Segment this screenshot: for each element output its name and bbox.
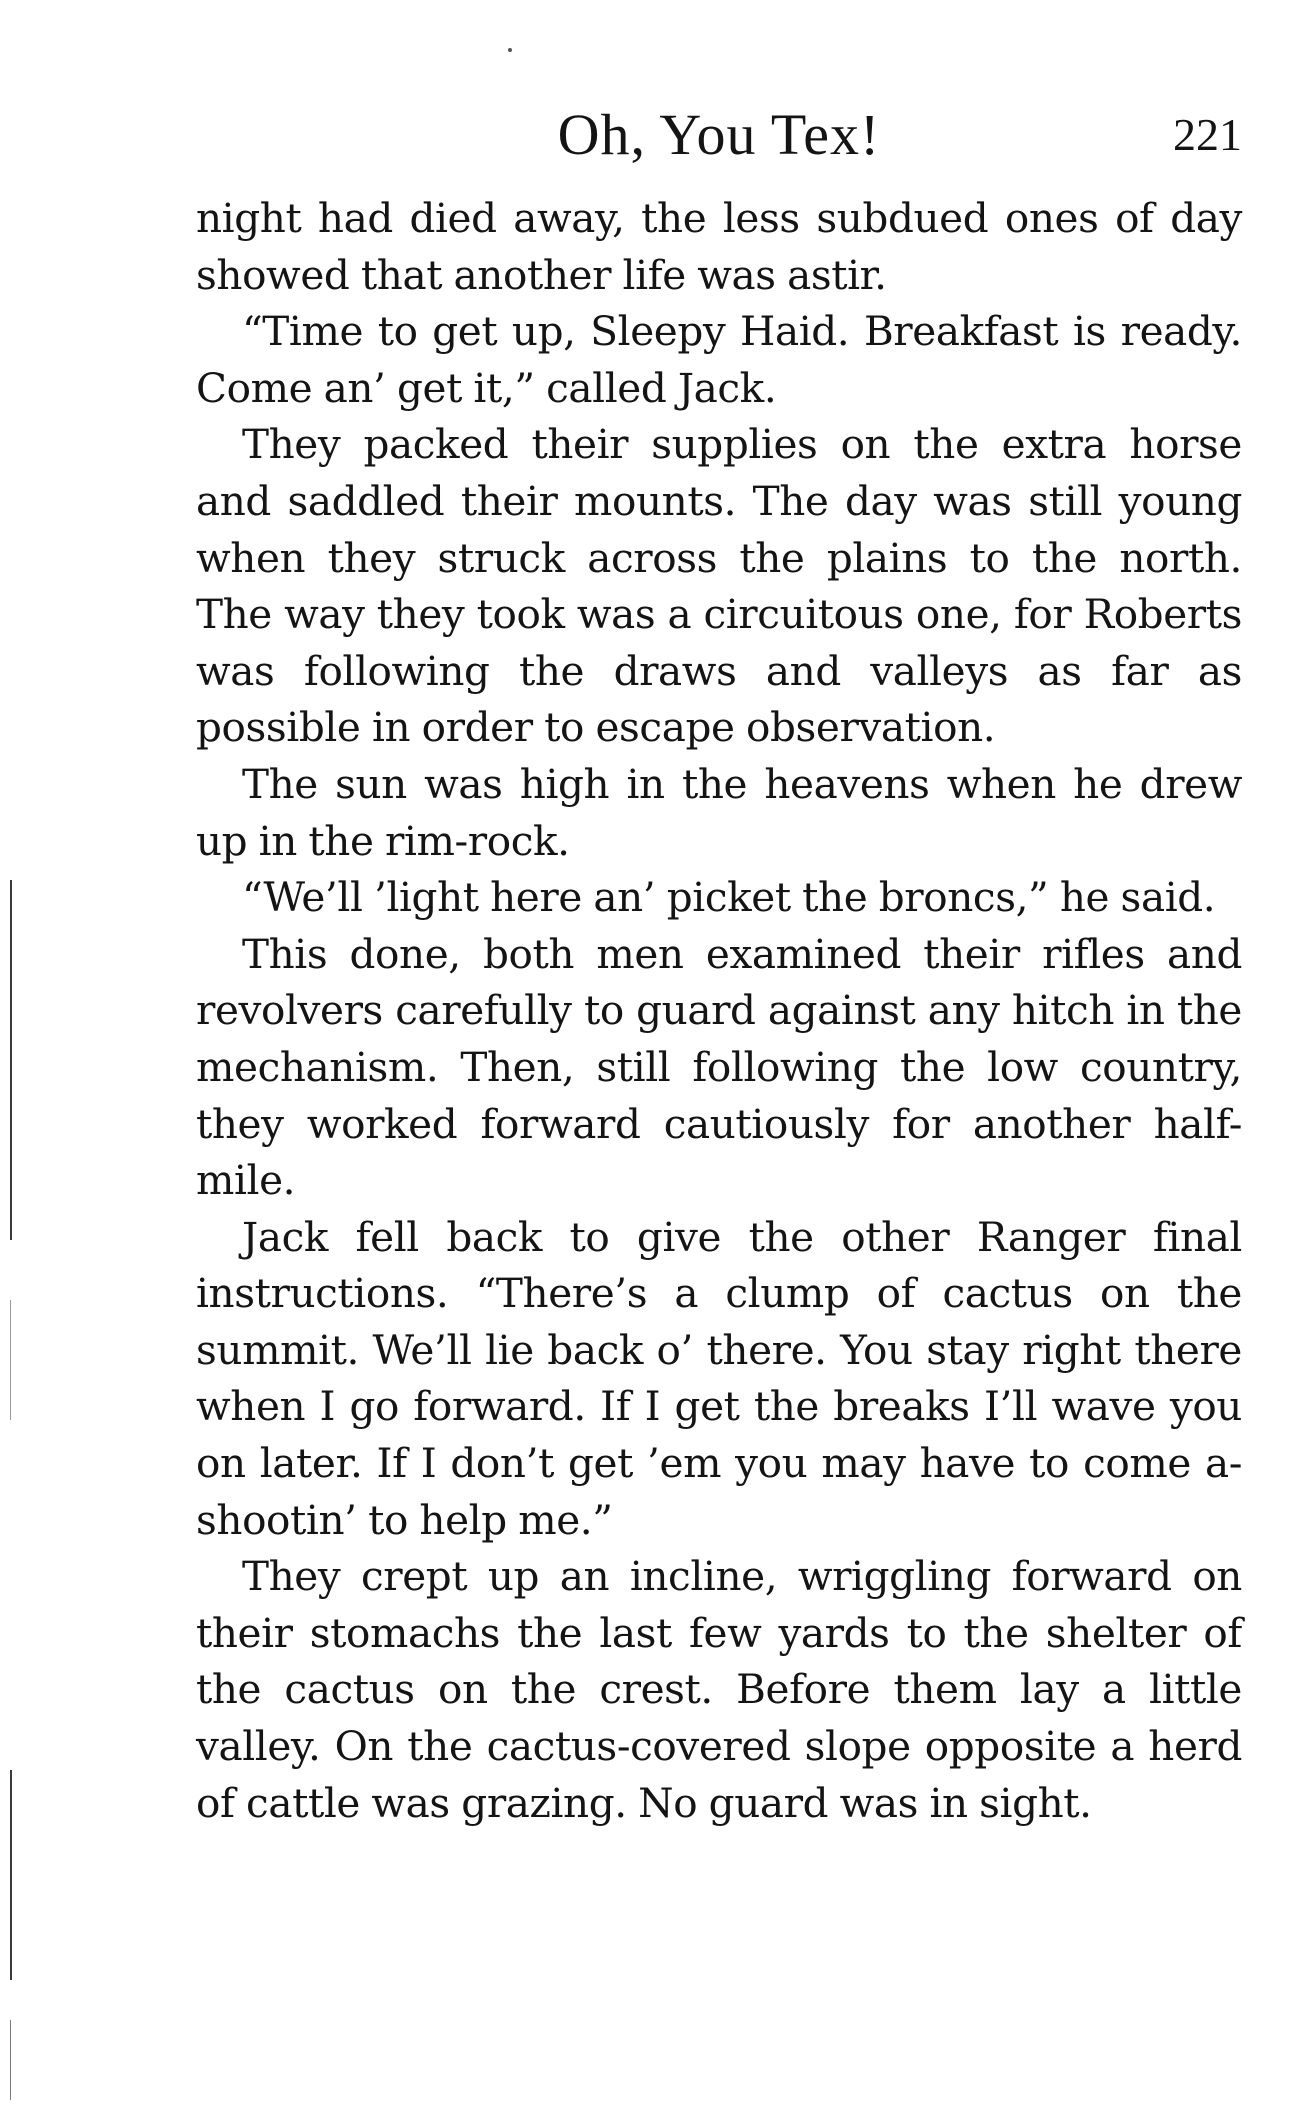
paragraph: “Time to get up, Sleepy Haid. Breakfast is ready. Come an’ get it,” called Jack.: [196, 307, 1242, 412]
paragraph: They packed their supplies on the extra horse and saddled their mounts. The day was still young when they struck across the plains to the north. The way they took was a circuitous one, for Roberts was following the draws and valleys as far as possible in order to escape observation.: [196, 420, 1242, 752]
body-text: [196, 190, 1242, 1831]
paragraph: “We’ll ’light here an’ picket the broncs,” he said.: [242, 873, 1216, 922]
scan-margin-mark: [10, 880, 12, 1240]
scan-margin-mark: [10, 1770, 12, 1980]
paragraph: Jack fell back to give the other Ranger final instructions. “There’s a clump of cactus on the summit. We’ll lie back o’ there. You stay right there when I go forward. If I get the breaks I’ll wave you on later. If I don’t get ’em you may have to come a-shootin’ to help me.”: [196, 1212, 1242, 1544]
scan-margin-mark: [10, 1300, 11, 1420]
paragraph: The sun was high in the heavens when he drew up in the rim-rock.: [196, 759, 1242, 865]
paragraph-continued: night had died away, the less subdued ones of day showed that another life was astir.: [196, 194, 1242, 299]
paragraph: This done, both men examined their rifles and revolvers carefully to guard against any hitch in the mechanism. Then, still following the low country, they worked forward cautiously for another half-mile.: [196, 929, 1242, 1205]
running-title: Oh, You Tex!: [557, 102, 881, 167]
paragraph: They crept up an incline, wriggling forward on their stomachs the last few yards to the shelter of the cactus on the crest. Before them lay a little valley. On the cactus-covered slope opposite a herd of cattle was grazing. No guard was in sight.: [196, 1552, 1242, 1827]
running-header: [196, 100, 1242, 170]
scan-margin-mark: [10, 2020, 11, 2100]
page-number: 221: [1173, 109, 1242, 160]
scan-speck: [508, 48, 512, 52]
